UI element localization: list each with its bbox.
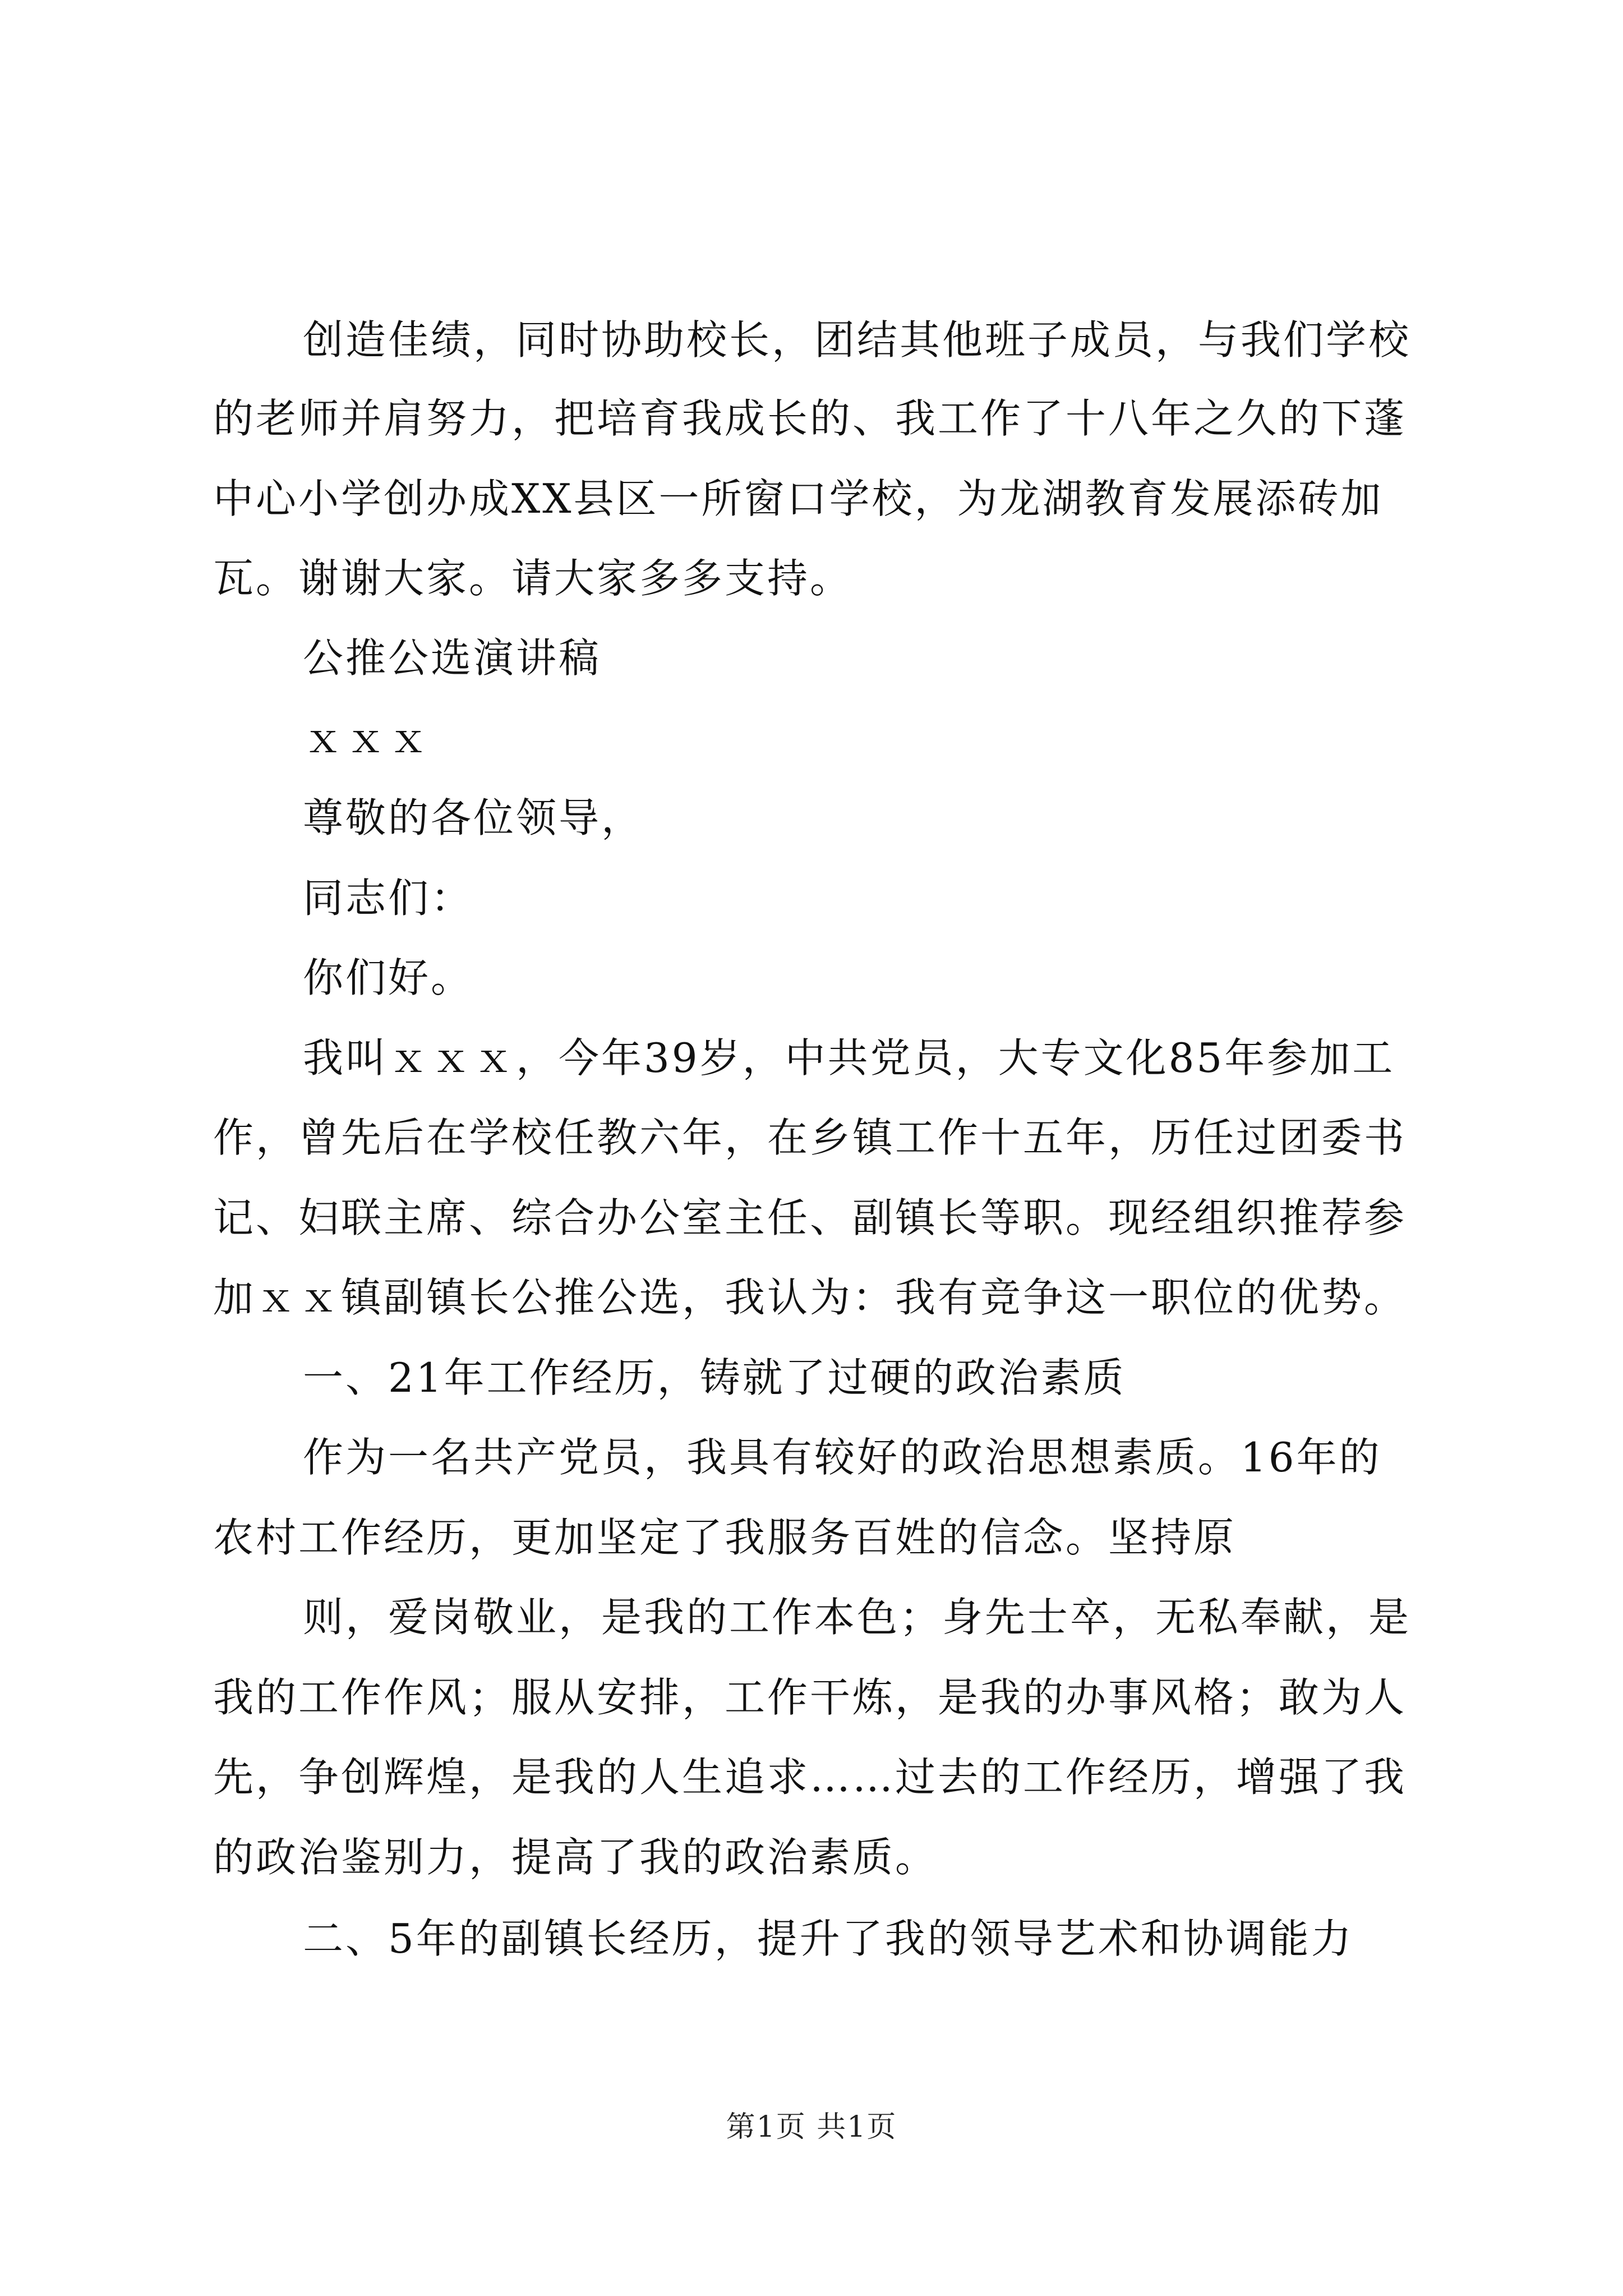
paragraph-line: 中心小学创办成XX县区一所窗口学校，为龙湖教育发展添砖加: [213, 475, 1384, 522]
paragraph-line: 先，争创辉煌，是我的人生追求……过去的工作经历，增强了我: [213, 1754, 1407, 1801]
paragraph-line: 农村工作经历，更加坚定了我服务百姓的信念。坚持原: [213, 1514, 1237, 1561]
paragraph-line: 瓦。谢谢大家。请大家多多支持。: [213, 555, 853, 602]
paragraph-line: 的老师并肩努力，把培育我成长的、我工作了十八年之久的下蓬: [213, 395, 1407, 442]
paragraph-line: 我叫ｘｘｘ，今年39岁，中共党员，大专文化85年参加工: [303, 1034, 1395, 1082]
speech-title: 公推公选演讲稿: [303, 634, 602, 682]
paragraph-line: 的政治鉴别力，提高了我的政治素质。: [213, 1834, 938, 1881]
paragraph-line: 创造佳绩，同时协助校长，团结其他班子成员，与我们学校: [303, 316, 1412, 364]
paragraph-line: 我的工作作风；服从安排，工作干炼，是我的办事风格；敢为人: [213, 1674, 1407, 1721]
paragraph-line: 作为一名共产党员，我具有较好的政治思想素质。16年的: [303, 1434, 1382, 1481]
paragraph-line: 加ｘｘ镇副镇长公推公选，我认为：我有竞争这一职位的优势。: [213, 1274, 1407, 1321]
salutation-line: 同志们：: [303, 875, 474, 922]
paragraph-line: 记、妇联主席、综合办公室主任、副镇长等职。现经组织推荐参: [213, 1194, 1407, 1241]
section-heading: 一、21年工作经历，铸就了过硬的政治素质: [303, 1354, 1126, 1401]
page-footer: 第1页 共1页: [726, 2110, 897, 2144]
paragraph-line: 则，爱岗敬业，是我的工作本色；身先士卒，无私奉献，是: [303, 1594, 1412, 1641]
paragraph-line: 作，曾先后在学校任教六年，在乡镇工作十五年，历任过团委书: [213, 1114, 1407, 1161]
author-name: ｘｘｘ: [303, 715, 431, 762]
greeting-line: 你们好。: [303, 954, 474, 1001]
section-heading: 二、5年的副镇长经历，提升了我的领导艺术和协调能力: [303, 1915, 1354, 1962]
salutation-line: 尊敬的各位领导，: [303, 794, 644, 841]
